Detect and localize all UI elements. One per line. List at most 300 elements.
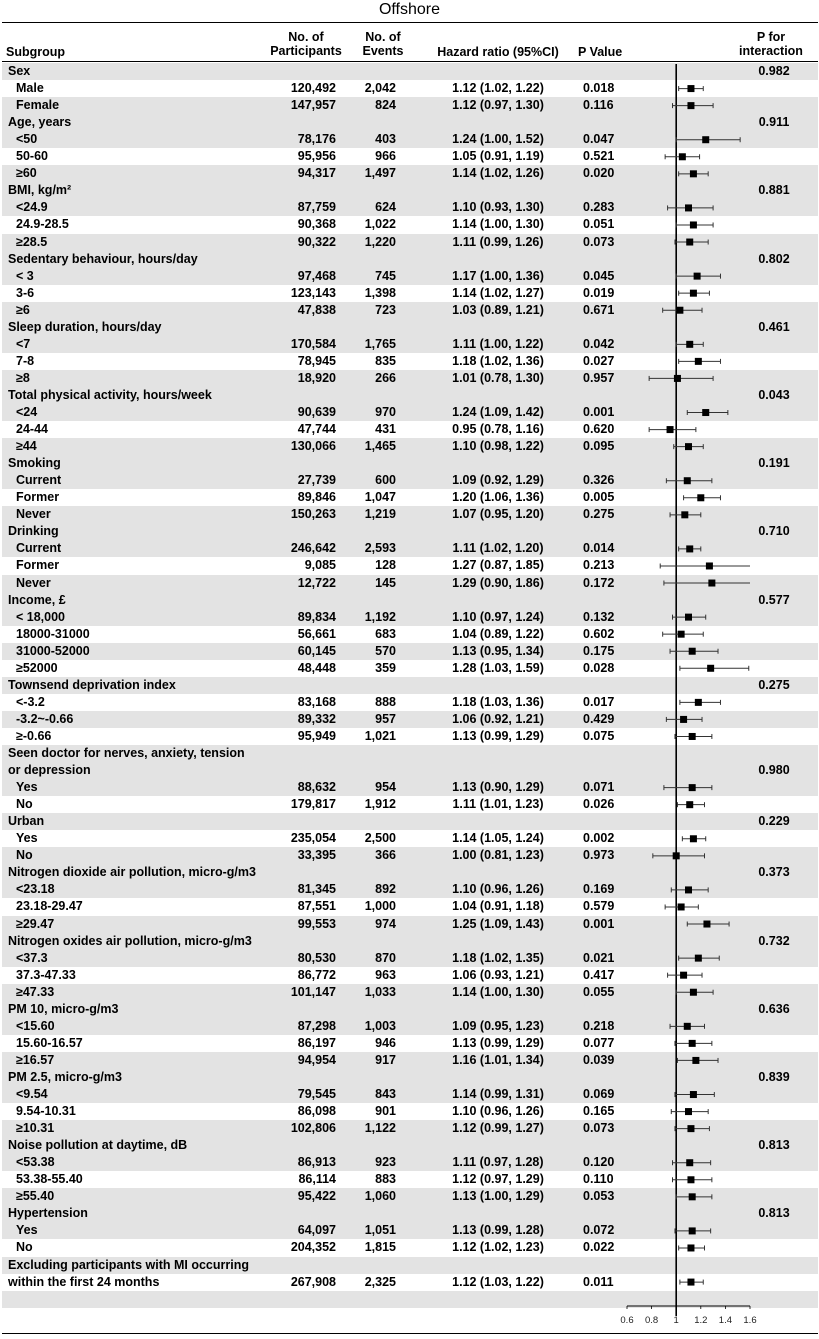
p-interaction-value: 0.373 xyxy=(758,865,790,880)
row-label: ≥16.57 xyxy=(16,1052,55,1067)
participants-value: 89,846 xyxy=(297,490,336,505)
hazard-ratio-value: 1.16 (1.01, 1.34) xyxy=(452,1052,544,1067)
participants-value: 130,066 xyxy=(290,439,336,454)
participants-value: 246,642 xyxy=(290,541,336,556)
point-estimate xyxy=(684,1023,691,1030)
hazard-ratio-value: 1.12 (0.97, 1.29) xyxy=(452,1172,544,1187)
p-value: 0.071 xyxy=(583,780,615,795)
events-value: 2,500 xyxy=(364,831,396,846)
header-p-interaction: P for interaction xyxy=(739,30,803,58)
participants-value: 86,197 xyxy=(297,1035,336,1050)
row-label: No xyxy=(16,848,33,863)
participants-value: 120,492 xyxy=(290,81,336,96)
events-value: 870 xyxy=(375,950,396,965)
row-label: ≥47.33 xyxy=(16,984,55,999)
hazard-ratio-value: 1.12 (0.97, 1.30) xyxy=(452,98,544,113)
hazard-ratio-value: 1.18 (1.02, 1.35) xyxy=(452,950,544,965)
p-interaction-value: 0.461 xyxy=(758,319,790,334)
participants-value: 18,920 xyxy=(297,370,336,385)
participants-value: 267,908 xyxy=(290,1274,336,1289)
group-label: Smoking xyxy=(8,456,61,471)
p-interaction-value: 0.813 xyxy=(758,1138,790,1153)
point-estimate xyxy=(687,1176,694,1183)
point-estimate xyxy=(685,886,692,893)
row-label: 37.3-47.33 xyxy=(16,967,76,982)
p-value: 0.095 xyxy=(583,439,615,454)
row-label: Former xyxy=(16,558,60,573)
hazard-ratio-value: 1.27 (0.87, 1.85) xyxy=(452,558,544,573)
events-value: 2,325 xyxy=(364,1274,396,1289)
participants-value: 86,098 xyxy=(297,1104,336,1119)
p-value: 0.039 xyxy=(583,1052,615,1067)
events-value: 600 xyxy=(375,473,396,488)
row-label: Former xyxy=(16,490,60,505)
group-label: Total physical activity, hours/week xyxy=(8,387,212,402)
p-value: 0.077 xyxy=(583,1035,615,1050)
row-label: Yes xyxy=(16,780,38,795)
events-value: 1,022 xyxy=(364,217,396,232)
participants-value: 101,147 xyxy=(290,984,336,999)
row-label: 18000-31000 xyxy=(16,626,90,641)
hazard-ratio-value: 1.07 (0.95, 1.20) xyxy=(452,507,544,522)
hazard-ratio-value: 1.11 (1.02, 1.20) xyxy=(452,541,544,556)
events-value: 570 xyxy=(375,643,396,658)
row-label: within the first 24 months xyxy=(8,1274,160,1289)
hazard-ratio-value: 1.10 (0.96, 1.26) xyxy=(452,1104,544,1119)
point-estimate xyxy=(702,136,709,143)
events-value: 1,219 xyxy=(364,507,396,522)
participants-value: 88,632 xyxy=(297,780,336,795)
participants-value: 9,085 xyxy=(304,558,336,573)
point-estimate xyxy=(707,665,714,672)
events-value: 1,047 xyxy=(364,490,396,505)
row-label: ≥60 xyxy=(16,166,37,181)
hazard-ratio-value: 1.06 (0.93, 1.21) xyxy=(452,967,544,982)
p-value: 0.051 xyxy=(583,217,615,232)
participants-value: 12,722 xyxy=(297,575,336,590)
point-estimate xyxy=(694,273,701,280)
row-label: < 18,000 xyxy=(16,609,66,624)
p-interaction-value: 0.839 xyxy=(758,1069,790,1084)
hazard-ratio-value: 1.11 (1.00, 1.22) xyxy=(452,336,544,351)
point-estimate xyxy=(706,562,713,569)
p-value: 0.017 xyxy=(583,694,615,709)
point-estimate xyxy=(697,494,704,501)
events-value: 431 xyxy=(375,422,396,437)
p-value: 0.110 xyxy=(583,1172,614,1187)
row-label: 7-8 xyxy=(16,353,35,368)
p-value: 0.002 xyxy=(583,831,615,846)
participants-value: 78,945 xyxy=(297,353,336,368)
participants-value: 87,551 xyxy=(297,899,336,914)
p-value: 0.055 xyxy=(583,984,615,999)
row-label: < 3 xyxy=(16,268,34,283)
bottom-rule xyxy=(2,1333,818,1334)
point-estimate xyxy=(685,443,692,450)
x-tick-label: 0.8 xyxy=(644,1315,659,1326)
hazard-ratio-value: 1.03 (0.89, 1.21) xyxy=(452,302,544,317)
point-estimate xyxy=(689,784,696,791)
p-interaction-value: 0.191 xyxy=(758,456,790,471)
point-estimate xyxy=(687,85,694,92)
events-value: 1,815 xyxy=(364,1240,396,1255)
point-estimate xyxy=(673,852,680,859)
p-value: 0.116 xyxy=(583,98,614,113)
events-value: 954 xyxy=(375,780,396,795)
participants-value: 235,054 xyxy=(290,831,336,846)
p-value: 0.172 xyxy=(583,575,615,590)
p-value: 0.671 xyxy=(583,302,615,317)
hazard-ratio-value: 1.14 (1.02, 1.26) xyxy=(452,166,544,181)
p-interaction-value: 0.980 xyxy=(758,763,790,778)
events-value: 1,192 xyxy=(364,609,396,624)
p-value: 0.014 xyxy=(583,541,615,556)
participants-value: 48,448 xyxy=(297,660,336,675)
hazard-ratio-value: 1.13 (0.90, 1.29) xyxy=(452,780,544,795)
participants-value: 179,817 xyxy=(290,797,336,812)
p-value: 0.957 xyxy=(583,370,615,385)
p-value: 0.521 xyxy=(583,149,615,164)
point-estimate xyxy=(689,733,696,740)
hazard-ratio-value: 1.11 (0.97, 1.28) xyxy=(452,1155,544,1170)
p-interaction-value: 0.043 xyxy=(758,387,790,402)
point-estimate xyxy=(695,699,702,706)
events-value: 2,042 xyxy=(364,81,396,96)
participants-value: 89,332 xyxy=(297,711,336,726)
p-value: 0.326 xyxy=(583,473,615,488)
row-label: 24.9-28.5 xyxy=(16,217,69,232)
row-label: <24.9 xyxy=(16,200,48,215)
point-estimate xyxy=(702,409,709,416)
x-tick-label: 1 xyxy=(673,1315,679,1326)
point-estimate xyxy=(690,221,697,228)
hazard-ratio-value: 1.10 (0.93, 1.30) xyxy=(452,200,544,215)
participants-value: 83,168 xyxy=(297,694,336,709)
point-estimate xyxy=(690,989,697,996)
hazard-ratio-value: 1.04 (0.91, 1.18) xyxy=(452,899,544,914)
header-hazard-ratio: Hazard ratio (95%CI) xyxy=(437,45,559,59)
participants-value: 90,322 xyxy=(297,234,336,249)
chart-title: Offshore xyxy=(378,1,441,18)
point-estimate xyxy=(686,1159,693,1166)
row-label: 15.60-16.57 xyxy=(16,1035,83,1050)
participants-value: 94,954 xyxy=(297,1052,336,1067)
events-value: 966 xyxy=(375,149,396,164)
hazard-ratio-value: 1.24 (1.00, 1.52) xyxy=(452,132,544,147)
point-estimate xyxy=(674,375,681,382)
p-value: 0.011 xyxy=(583,1274,614,1289)
header-subgroup: Subgroup xyxy=(6,45,66,59)
events-value: 1,003 xyxy=(364,1018,396,1033)
point-estimate xyxy=(689,1193,696,1200)
p-interaction-value: 0.802 xyxy=(758,251,790,266)
row-label: <9.54 xyxy=(16,1087,48,1101)
group-label: Excluding participants with MI occurring xyxy=(8,1257,249,1272)
group-label: Sleep duration, hours/day xyxy=(8,319,162,334)
participants-value: 47,744 xyxy=(297,422,336,437)
events-value: 683 xyxy=(375,626,396,641)
hazard-ratio-value: 1.06 (0.92, 1.21) xyxy=(452,711,544,726)
events-value: 963 xyxy=(375,967,396,982)
row-label: <-3.2 xyxy=(16,694,45,709)
row-label: Female xyxy=(16,98,60,113)
events-value: 923 xyxy=(375,1155,396,1170)
events-value: 1,912 xyxy=(364,797,396,812)
events-value: 145 xyxy=(375,575,396,590)
point-estimate xyxy=(667,426,674,433)
row-label: No xyxy=(16,797,33,812)
p-value: 0.021 xyxy=(583,950,615,965)
events-value: 2,593 xyxy=(364,541,396,556)
group-label: Hypertension xyxy=(8,1206,88,1221)
participants-value: 64,097 xyxy=(297,1223,336,1238)
hazard-ratio-value: 1.10 (0.96, 1.26) xyxy=(452,882,544,897)
p-value: 0.175 xyxy=(583,643,615,658)
p-value: 0.417 xyxy=(583,967,615,982)
row-label: ≥29.47 xyxy=(16,916,55,931)
events-value: 1,465 xyxy=(364,439,396,454)
p-value: 0.169 xyxy=(583,882,615,897)
row-label: ≥52000 xyxy=(16,660,58,675)
events-value: 1,122 xyxy=(364,1121,396,1136)
p-value: 0.020 xyxy=(583,166,615,181)
hazard-ratio-value: 1.18 (1.03, 1.36) xyxy=(452,694,544,709)
events-value: 1,765 xyxy=(364,336,396,351)
hazard-ratio-value: 1.25 (1.09, 1.43) xyxy=(452,916,544,931)
events-value: 917 xyxy=(375,1052,396,1067)
events-value: 266 xyxy=(375,370,396,385)
events-value: 403 xyxy=(375,132,396,147)
point-estimate xyxy=(684,477,691,484)
hazard-ratio-value: 1.13 (0.99, 1.29) xyxy=(452,1035,544,1050)
participants-value: 86,772 xyxy=(297,967,336,982)
point-estimate xyxy=(686,239,693,246)
point-estimate xyxy=(690,170,697,177)
p-value: 0.042 xyxy=(583,336,615,351)
participants-value: 87,759 xyxy=(297,200,336,215)
hazard-ratio-value: 1.20 (1.06, 1.36) xyxy=(452,490,544,505)
row-label: -3.2~-0.66 xyxy=(16,711,74,726)
events-value: 1,051 xyxy=(364,1223,396,1238)
participants-value: 95,422 xyxy=(297,1189,336,1204)
participants-value: 86,114 xyxy=(298,1172,336,1187)
p-value: 0.001 xyxy=(583,916,615,931)
hazard-ratio-value: 1.01 (0.78, 1.30) xyxy=(452,370,544,385)
group-label: Nitrogen oxides air pollution, micro-g/m3 xyxy=(8,933,252,948)
point-estimate xyxy=(686,545,693,552)
events-value: 843 xyxy=(375,1087,396,1101)
participants-value: 87,298 xyxy=(297,1018,336,1033)
p-interaction-value: 0.275 xyxy=(758,677,790,692)
events-value: 1,060 xyxy=(364,1189,396,1204)
events-value: 824 xyxy=(375,98,396,113)
group-label: Townsend deprivation index xyxy=(8,677,176,692)
row-label: ≥28.5 xyxy=(16,234,48,249)
events-value: 970 xyxy=(375,405,396,419)
row-label: ≥-0.66 xyxy=(16,728,52,743)
hazard-ratio-value: 1.14 (0.99, 1.31) xyxy=(452,1087,544,1101)
group-label: BMI, kg/m² xyxy=(8,183,72,198)
events-value: 1,497 xyxy=(364,166,396,181)
p-interaction-value: 0.636 xyxy=(758,1001,790,1016)
x-tick-label: 1.6 xyxy=(743,1315,757,1326)
point-estimate xyxy=(686,801,693,808)
hazard-ratio-value: 1.00 (0.81, 1.23) xyxy=(452,848,544,863)
row-label: <53.38 xyxy=(16,1155,55,1170)
row-label: ≥10.31 xyxy=(16,1121,55,1136)
hazard-ratio-value: 1.10 (0.98, 1.22) xyxy=(452,439,544,454)
p-value: 0.073 xyxy=(583,1121,615,1136)
point-estimate xyxy=(695,358,702,365)
events-value: 1,220 xyxy=(364,234,396,249)
point-estimate xyxy=(695,955,702,962)
events-value: 901 xyxy=(375,1104,396,1119)
row-label: 9.54-10.31 xyxy=(16,1104,76,1119)
group-label: or depression xyxy=(8,763,91,778)
row-label: No xyxy=(16,1240,33,1255)
events-value: 1,033 xyxy=(364,984,396,999)
row-label: Male xyxy=(16,81,44,96)
point-estimate xyxy=(708,580,715,587)
group-label: Noise pollution at daytime, dB xyxy=(8,1138,188,1153)
p-value: 0.026 xyxy=(583,797,615,812)
point-estimate xyxy=(703,921,710,928)
p-value: 0.028 xyxy=(583,660,615,675)
participants-value: 97,468 xyxy=(297,268,336,283)
x-tick-label: 1.4 xyxy=(718,1315,733,1326)
point-estimate xyxy=(687,1244,694,1251)
participants-value: 78,176 xyxy=(297,132,336,147)
row-label: 24-44 xyxy=(16,422,48,437)
participants-value: 33,395 xyxy=(297,848,336,863)
hazard-ratio-value: 1.04 (0.89, 1.22) xyxy=(452,626,544,641)
row-label: Yes xyxy=(16,831,38,846)
p-value: 0.213 xyxy=(583,558,615,573)
p-value: 0.275 xyxy=(583,507,615,522)
events-value: 1,000 xyxy=(364,899,396,914)
hazard-ratio-value: 1.29 (0.90, 1.86) xyxy=(452,575,544,590)
p-value: 0.072 xyxy=(583,1223,615,1238)
row-label: <37.3 xyxy=(16,950,48,965)
point-estimate xyxy=(685,204,692,211)
events-value: 888 xyxy=(375,694,396,709)
p-value: 0.027 xyxy=(583,353,615,368)
row-label: ≥8 xyxy=(16,370,30,385)
x-tick-label: 0.6 xyxy=(620,1315,634,1326)
participants-value: 95,956 xyxy=(297,149,336,164)
hazard-ratio-value: 1.14 (1.05, 1.24) xyxy=(452,831,544,846)
group-label: Drinking xyxy=(8,524,59,539)
events-value: 957 xyxy=(375,711,396,726)
point-estimate xyxy=(687,1279,694,1286)
p-value: 0.283 xyxy=(583,200,615,215)
events-value: 1,398 xyxy=(364,285,396,300)
point-estimate xyxy=(685,1108,692,1115)
participants-value: 56,661 xyxy=(297,626,336,641)
hazard-ratio-value: 1.14 (1.00, 1.30) xyxy=(452,217,544,232)
p-value: 0.022 xyxy=(583,1240,615,1255)
events-value: 835 xyxy=(375,353,396,368)
point-estimate xyxy=(686,341,693,348)
participants-value: 95,949 xyxy=(297,728,336,743)
row-label: 50-60 xyxy=(16,149,48,164)
p-value: 0.218 xyxy=(583,1018,615,1033)
events-value: 892 xyxy=(375,882,396,897)
p-value: 0.047 xyxy=(583,132,615,147)
row-label: Current xyxy=(16,473,62,488)
point-estimate xyxy=(687,1125,694,1132)
group-label: PM 10, micro-g/m3 xyxy=(8,1001,119,1016)
p-value: 0.602 xyxy=(583,626,615,641)
row-label: Current xyxy=(16,541,62,556)
p-interaction-value: 0.710 xyxy=(758,524,790,539)
point-estimate xyxy=(681,511,688,518)
point-estimate xyxy=(680,972,687,979)
row-label: 31000-52000 xyxy=(16,643,90,658)
participants-value: 94,317 xyxy=(297,166,336,181)
p-value: 0.001 xyxy=(583,405,615,419)
hazard-ratio-value: 1.12 (0.99, 1.27) xyxy=(452,1121,544,1136)
row-label: ≥55.40 xyxy=(16,1189,55,1204)
participants-value: 86,913 xyxy=(297,1155,336,1170)
hazard-ratio-value: 1.10 (0.97, 1.24) xyxy=(452,609,544,624)
events-value: 128 xyxy=(375,558,396,573)
point-estimate xyxy=(690,290,697,297)
row-label: <50 xyxy=(16,132,38,147)
p-interaction-value: 0.813 xyxy=(758,1206,790,1221)
p-value: 0.005 xyxy=(583,490,615,505)
participants-value: 90,639 xyxy=(297,405,336,419)
point-estimate xyxy=(689,1040,696,1047)
row-label: <23.18 xyxy=(16,882,55,897)
p-value: 0.069 xyxy=(583,1087,615,1101)
p-value: 0.018 xyxy=(583,81,615,96)
hazard-ratio-value: 1.12 (1.02, 1.23) xyxy=(452,1240,544,1255)
point-estimate xyxy=(689,648,696,655)
hazard-ratio-value: 1.24 (1.09, 1.42) xyxy=(452,405,544,419)
row-label: Never xyxy=(16,507,51,522)
events-value: 883 xyxy=(375,1172,396,1187)
hazard-ratio-value: 1.11 (1.01, 1.23) xyxy=(452,797,544,812)
p-value: 0.620 xyxy=(583,422,615,437)
participants-value: 204,352 xyxy=(290,1240,336,1255)
group-label: Nitrogen dioxide air pollution, micro-g/m3 xyxy=(8,865,256,880)
hazard-ratio-value: 1.14 (1.00, 1.30) xyxy=(452,984,544,999)
p-interaction-value: 0.229 xyxy=(758,814,790,829)
participants-value: 123,143 xyxy=(290,285,336,300)
hazard-ratio-value: 0.95 (0.78, 1.16) xyxy=(452,422,544,437)
events-value: 1,021 xyxy=(364,728,396,743)
participants-value: 90,368 xyxy=(297,217,336,232)
p-value: 0.053 xyxy=(583,1189,615,1204)
participants-value: 170,584 xyxy=(290,336,336,351)
participants-value: 99,553 xyxy=(297,916,336,931)
p-value: 0.165 xyxy=(583,1104,615,1119)
participants-value: 81,345 xyxy=(297,882,336,897)
participants-value: 79,545 xyxy=(297,1087,336,1101)
events-value: 366 xyxy=(375,848,396,863)
p-value: 0.045 xyxy=(583,268,615,283)
participants-value: 147,957 xyxy=(290,98,336,113)
point-estimate xyxy=(679,153,686,160)
row-label: <15.60 xyxy=(16,1018,55,1033)
events-value: 723 xyxy=(375,302,396,317)
group-label: Sedentary behaviour, hours/day xyxy=(8,251,198,266)
point-estimate xyxy=(680,716,687,723)
hazard-ratio-value: 1.13 (0.95, 1.34) xyxy=(452,643,544,658)
participants-value: 47,838 xyxy=(297,302,336,317)
group-label: Urban xyxy=(8,814,45,829)
